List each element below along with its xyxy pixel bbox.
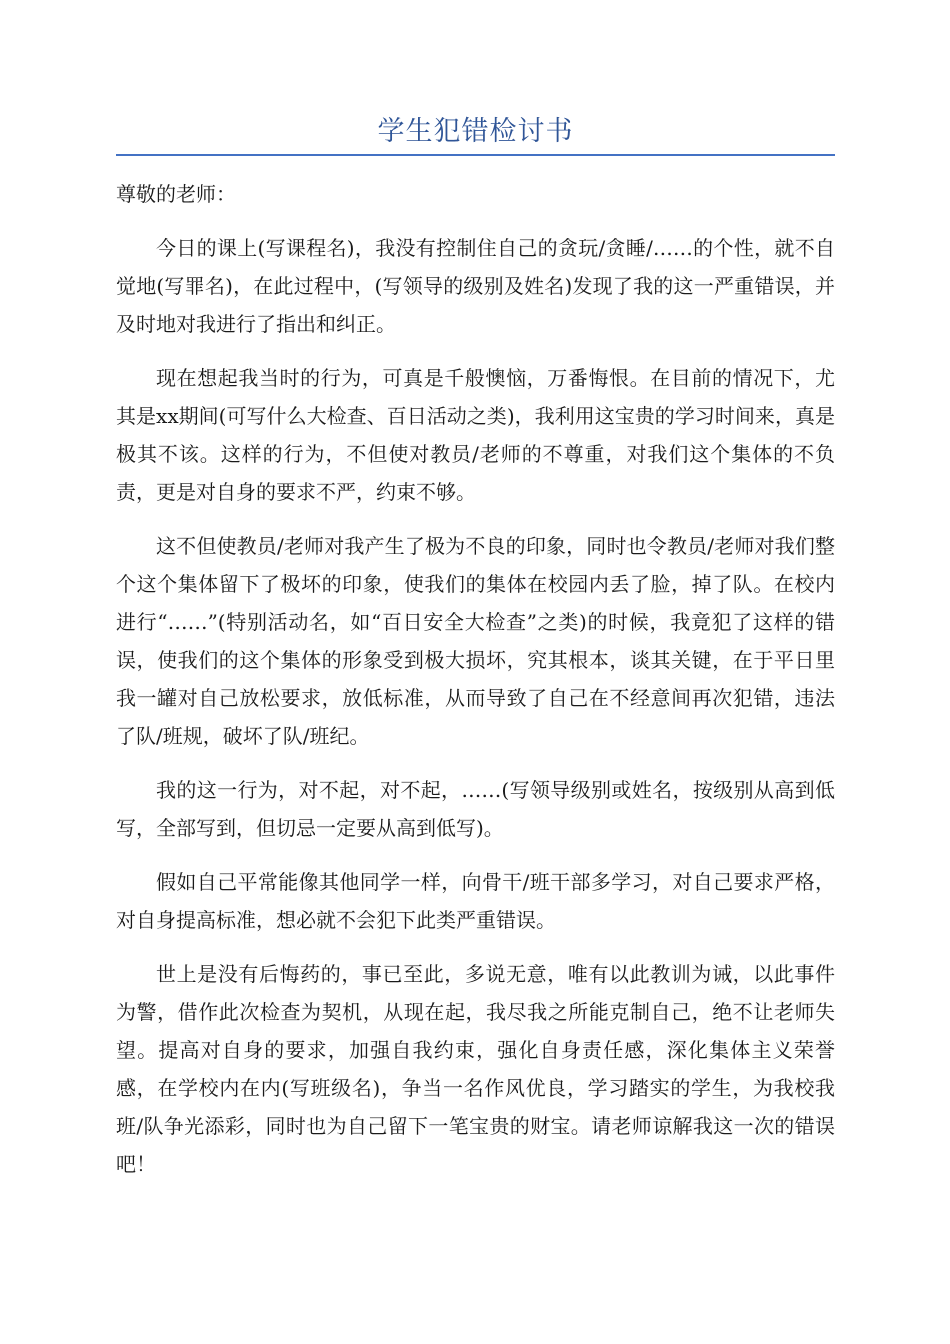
paragraph-4: 我的这一行为，对不起，对不起，……(写领导级别或姓名，按级别从高到低写，全部写到，但切忌一定要从高到低写)。: [116, 778, 835, 840]
title-underline: [116, 154, 835, 156]
paragraph-3: 这不但使教员/老师对我产生了极为不良的印象，同时也令教员/老师对我们整个这个集体留下了极坏的印象，使我们的集体在校园内丢了脸，掉了队。在校内进行“……”(特别活动名，如“百日安全大检查”之类)的时候，我竟犯了这样的错误，使我们的这个集体的形象受到极大损坏，究其根本，谈其关键，在于平日里我一罐对自己放松要求，放低标准，从而导致了自己在不经意间再次犯错，违法了队/班规，破坏了队/班纪。: [116, 534, 835, 748]
paragraph-5: 假如自己平常能像其他同学一样，向骨干/班干部多学习，对自己要求严格，对自身提高标准，想必就不会犯下此类严重错误。: [116, 870, 835, 932]
salutation: 尊敬的老师：: [116, 182, 236, 206]
document-body: [116, 175, 835, 1199]
paragraph-1: 今日的课上(写课程名)，我没有控制住自己的贪玩/贪睡/……的个性，就不自觉地(写罪名)，在此过程中，(写领导的级别及姓名)发现了我的这一严重错误，并及时地对我进行了指出和纠正。: [116, 236, 835, 336]
paragraph-6: 世上是没有后悔药的，事已至此，多说无意，唯有以此教训为诫，以此事件为警，借作此次检查为契机，从现在起，我尽我之所能克制自己，绝不让老师失望。提高对自身的要求，加强自我约束，强化自身责任感，深化集体主义荣誉感，在学校内在内(写班级名)，争当一名作风优良，学习踏实的学生，为我校我班/队争光添彩，同时也为自己留下一笔宝贵的财宝。请老师谅解我这一次的错误吧！: [116, 962, 835, 1176]
paragraph-2: 现在想起我当时的行为，可真是千般懊恼，万番悔恨。在目前的情况下，尤其是xx期间(可写什么大检查、百日活动之类)，我利用这宝贵的学习时间来，真是极其不该。这样的行为，不但使对教员/老师的不尊重，对我们这个集体的不负责，更是对自身的要求不严，约束不够。: [116, 366, 835, 504]
document-title: 学生犯错检讨书: [377, 116, 574, 147]
